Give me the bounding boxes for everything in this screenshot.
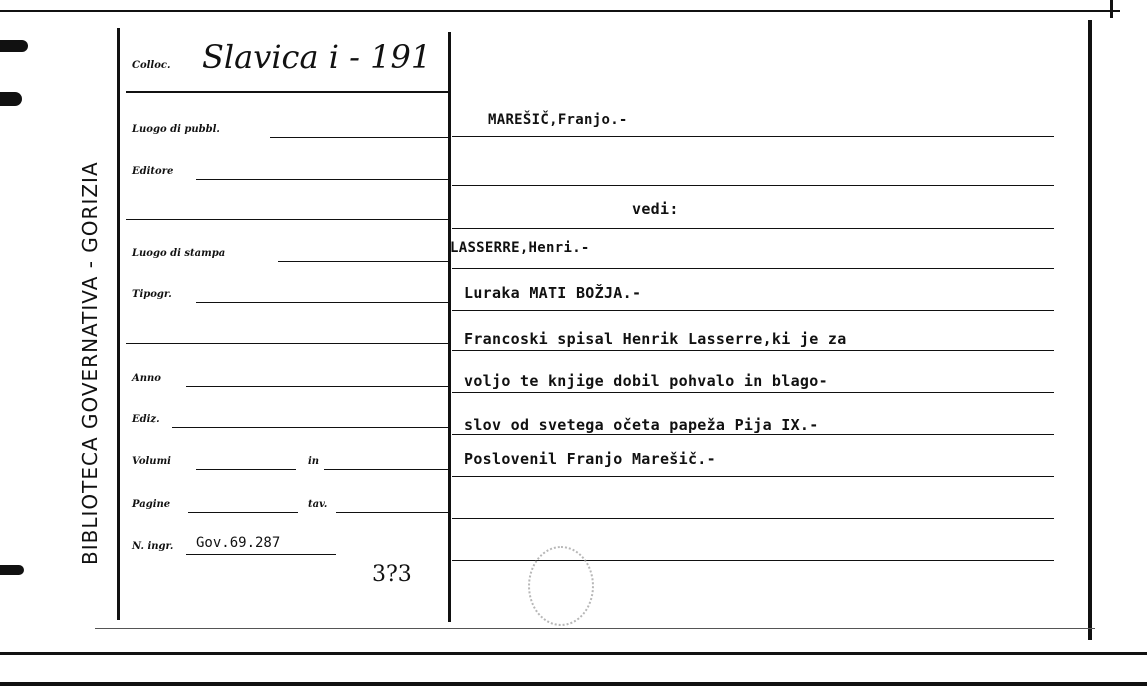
card-rule: [452, 310, 1054, 311]
form-blank-line-2: [126, 343, 448, 344]
collocazione-underline: [126, 91, 450, 93]
card-line-2: vedi:: [632, 200, 679, 218]
volumi-line: [196, 469, 296, 470]
card-line-1: MAREŠIČ,Franjo.-: [488, 112, 628, 128]
card-rule: [452, 268, 1054, 269]
pagine-line: [188, 512, 298, 513]
card-line-8: Poslovenil Franjo Marešič.-: [464, 450, 716, 468]
card-rule: [452, 518, 1054, 519]
scan-mark: [0, 565, 24, 575]
tav-line: [336, 512, 448, 513]
card-rule: [452, 476, 1054, 477]
card-rule: [452, 392, 1054, 393]
anno-line: [186, 386, 448, 387]
tipogr-line: [196, 302, 448, 303]
in-label: in: [308, 456, 320, 467]
scan-mark: [0, 92, 22, 106]
scan-bottom-line-1: [0, 652, 1147, 655]
card-rule: [452, 228, 1054, 229]
form-right-rule: [448, 32, 451, 622]
card-rule: [452, 434, 1054, 435]
collocazione-value: Slavica i - 191: [202, 38, 432, 76]
card-rule: [452, 350, 1054, 351]
anno-label: Anno: [132, 373, 161, 384]
luogo-pubbl-line: [270, 137, 448, 138]
n-ingr-line: [186, 554, 336, 555]
form-left-rule: [117, 28, 120, 620]
form-blank-line-1: [126, 219, 448, 220]
card-right-border: [1110, 0, 1113, 18]
ediz-line: [172, 427, 448, 428]
tipogr-label: Tipogr.: [132, 289, 172, 300]
scan-bottom-line-2: [0, 682, 1147, 686]
card-bottom-border: [95, 628, 1095, 629]
n-ingr-label: N. ingr.: [132, 541, 174, 552]
luogo-pubbl-label: Luogo di pubbl.: [132, 124, 220, 135]
card-line-7: slov od svetega očeta papeža Pija IX.-: [464, 416, 819, 434]
library-name-vertical: BIBLIOTECA GOVERNATIVA - GORIZIA: [78, 161, 102, 565]
card-rule: [452, 185, 1054, 186]
card-line-5: Francoski spisal Henrik Lasserre,ki je za: [464, 330, 847, 348]
luogo-stampa-label: Luogo di stampa: [132, 248, 226, 259]
note-number: 3?3: [372, 562, 412, 587]
n-ingr-value: Gov.69.287: [196, 535, 281, 551]
card-rule: [452, 136, 1054, 137]
editore-label: Editore: [132, 166, 174, 177]
card-line-3: LASSERRE,Henri.-: [450, 240, 590, 256]
card-line-6: voljo te knjige dobil pohvalo in blago-: [464, 372, 828, 390]
collocazione-label: Colloc.: [132, 60, 171, 71]
faint-stamp: [528, 546, 594, 626]
card-top-border: [0, 10, 1120, 12]
editore-line: [196, 179, 448, 180]
volumi-label: Volumi: [132, 456, 171, 467]
luogo-stampa-line: [278, 261, 448, 262]
tav-label: tav.: [308, 499, 328, 510]
ediz-label: Ediz.: [132, 414, 160, 425]
scan-mark: [0, 40, 28, 52]
card-line-4: Luraka MATI BOŽJA.-: [464, 284, 642, 302]
card-right-edge: [1088, 20, 1092, 640]
in-line: [324, 469, 448, 470]
pagine-label: Pagine: [132, 499, 171, 510]
